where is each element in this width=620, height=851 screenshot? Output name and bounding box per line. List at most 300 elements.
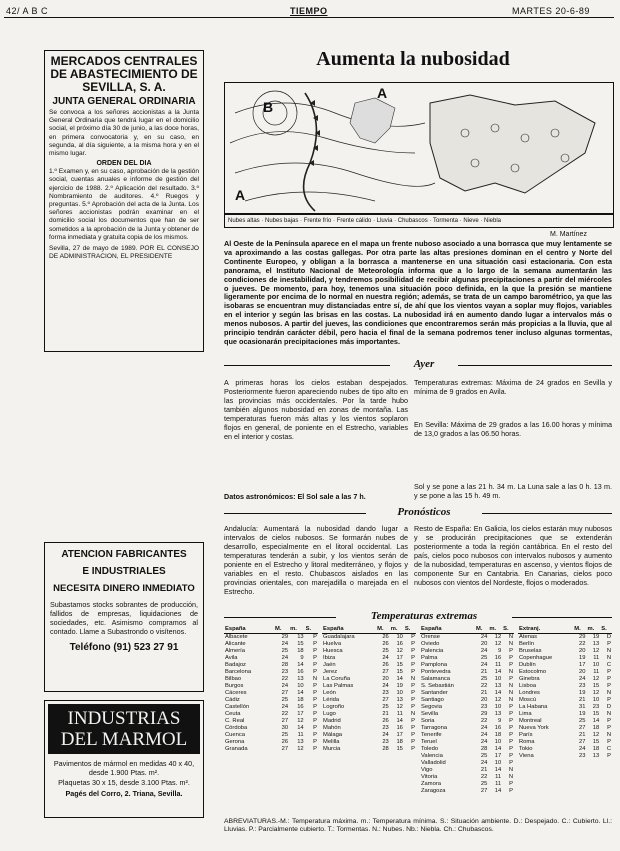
table-row [224,725,318,732]
max-temp: 23 [480,704,488,710]
situation: P [607,676,611,682]
situation: P [509,655,513,661]
max-temp: 25 [281,697,289,703]
min-temp: 11 [495,662,502,668]
max-temp: 25 [579,718,586,724]
table-row [322,669,416,676]
situation: P [607,725,611,731]
situation: N [606,655,611,661]
table-row [518,690,612,697]
city: Ginebra [519,676,540,682]
situation: P [313,697,317,703]
city: Lima [519,711,532,717]
min-temp: 12 [592,676,600,682]
city: Mahón [323,725,341,731]
table-row [322,683,416,690]
min-temp: 18 [494,732,502,738]
situation: P [411,690,415,696]
max-temp: 22 [480,718,488,724]
max-temp: 26 [382,718,389,724]
min-temp: 23 [592,704,600,710]
max-temp: 29 [579,634,586,640]
min-temp: 14 [396,718,403,724]
situation: P [313,711,317,717]
marmol-text1: Pavimentos de mármol en medidas 40 x 40, desde 1.900 Ptas. m². [53,759,195,777]
situation: P [313,648,317,654]
min-temp: 12 [494,697,502,703]
city: Lérida [323,697,340,703]
col-max: M. [573,626,586,634]
max-temp: 31 [579,704,586,710]
weather-map-figure [225,83,613,213]
max-temp: 24 [480,760,488,766]
city: S. Sebastián [421,683,454,689]
table-row [420,634,514,642]
max-temp: 23 [382,739,389,745]
min-temp: 16 [297,669,304,675]
situation: P [411,669,415,675]
situation: P [411,648,415,654]
atencion-ad [44,542,204,692]
min-temp: 16 [494,725,502,731]
situation: P [607,697,611,703]
max-temp: 24 [480,634,488,640]
situation: P [411,655,415,661]
city: Roma [519,739,535,745]
table-row [224,676,318,683]
max-temp: 24 [382,655,389,661]
table-row [518,704,612,711]
table-row [420,781,514,788]
pronosticos-resto: Resto de España: En Galicia, los cielos estarán muy nubosos y se producirán precipitaciones que se extenderán posteriormente a toda la región cantábrica. En el resto del país, cielos poco nubosos con intervalos nubosos y aumento de la nubosidad, temperaturas en ascenso, y vientos flojos de componente Sur en Cantabria. En Canarias, cielos poco nubosos con vientos del Nordeste, flojos o moderados. [414,524,612,587]
map-high-label-1: A [235,187,246,203]
city: Las Palmas [323,683,354,689]
min-temp: 11 [396,711,403,717]
max-temp: 26 [281,739,289,745]
situation: D [606,634,611,640]
situation: P [509,781,513,787]
table-row [518,746,612,753]
min-temp: 14 [396,676,403,682]
city: Guadalajara [323,634,355,640]
situation: P [313,690,317,696]
city: Málaga [323,732,343,738]
situation: P [509,676,513,682]
min-temp: 10 [592,662,600,668]
max-temp: 23 [382,690,389,696]
situation: N [312,676,317,682]
map-credit: M. Martínez [550,231,587,238]
max-temp: 22 [480,774,488,780]
city: Segovia [421,704,442,710]
temps-table-1 [224,626,318,753]
city: Avila [225,655,238,661]
temps-table-3 [420,626,514,795]
max-temp: 28 [480,746,488,752]
max-temp: 27 [579,725,586,731]
max-temp: 20 [382,676,389,682]
page-number: 42/ A B C [6,6,49,16]
city: La Habana [519,704,548,710]
min-temp: 17 [396,732,403,738]
min-temp: 14 [592,718,600,724]
situation: P [509,739,513,745]
max-temp: 25 [480,753,488,759]
min-temp: 18 [297,697,304,703]
min-temp: 12 [494,641,502,647]
extremas-title: Temperaturas extremas [336,610,512,622]
max-temp: 23 [579,683,586,689]
atencion-line2: E INDUSTRIALES [82,566,166,577]
situation: N [508,767,513,773]
city: Lugo [323,711,336,717]
situation: N [410,676,415,682]
min-temp: 12 [396,648,403,654]
table-row [224,669,318,676]
city: Cáceres [225,690,247,696]
table-row [420,704,514,711]
min-temp: 19 [396,683,403,689]
max-temp: 25 [480,655,488,661]
temps-table-4 [518,626,612,760]
table-row [322,676,416,683]
ayer-right-text1: Temperaturas extremas: Máxima de 24 grados en Sevilla y mínima de 9 grados en Avila. [414,378,612,396]
table-row [420,655,514,662]
city: Copenhague [519,655,553,661]
situation: P [509,704,513,710]
table-row [420,669,514,676]
table-row [224,697,318,704]
situation: P [411,732,415,738]
city: Sevilla [421,711,439,717]
max-temp: 21 [579,732,586,738]
min-temp: 14 [297,725,304,731]
min-temp: 15 [592,739,600,745]
city: Badajoz [225,662,246,668]
situation: P [411,641,415,647]
max-temp: 23 [382,725,389,731]
marmol-address: Pagés del Corro, 2. Triana, Sevilla. [65,789,183,798]
table-row [224,648,318,655]
min-temp: 10 [494,704,502,710]
max-temp: 27 [579,739,586,745]
min-temp: 13 [297,739,304,745]
table-row [224,711,318,718]
situation: N [508,697,513,703]
table-row [322,690,416,697]
table-row [518,732,612,739]
min-temp: 18 [396,739,403,745]
col-min: m. [488,626,502,634]
table-row [420,725,514,732]
min-temp: 13 [592,641,600,647]
table-row [322,662,416,669]
table-row [518,683,612,690]
ayer-right-text3: Sol y se pone a las 21 h. 34 m. La Luna sale a las 0 h. 13 m. y se pone a las 15 h. 49 m. [414,482,612,500]
max-temp: 24 [480,662,488,668]
min-temp: 13 [494,711,502,717]
pronosticos-andalucia: Andalucía: Aumentará la nubosidad dando lugar a intervalos de cielos nubosos. Se formarán nubes de desarrollo, especialmente en el litoral occidental. Las temperaturas tenderán a subir, y los vientos serán de poniente en el Estrecho y litoral mediterráneo, y flojos y variables en el resto. Chubascos aislados en las provincias orientales, con marejadilla o marejada en el Estrecho. [224,524,408,596]
min-temp: 15 [592,683,600,689]
table-row [420,718,514,725]
situation: P [509,788,513,794]
abreviaturas: ABREVIATURAS.-M.: Temperatura máxima. m.: Temperatura mínima. S.: Situación ambiente. D.: Despejado. C.: Cubierto. Ll.: Lluvias. P.: Parcialmente cubierto. T.: Tormentas. N.: Nubes. Nb.: Niebla. Ch.: Chubascos. [224,818,612,834]
min-temp: 10 [297,683,304,689]
col-min: m. [586,626,600,634]
col-sit: S. [404,626,416,634]
city: Albacete [225,634,248,640]
max-temp: 29 [480,711,488,717]
table-row [518,676,612,683]
max-temp: 27 [281,690,289,696]
min-temp: 14 [297,662,304,668]
situation: P [411,739,415,745]
city: Jerez [323,669,338,675]
header-rule [4,17,614,18]
table-row [322,641,416,648]
max-temp: 25 [281,732,289,738]
situation: P [509,648,513,654]
situation: P [411,746,415,752]
table-row [518,669,612,676]
table-row [322,634,416,642]
min-temp: 14 [494,788,502,794]
city: Dublín [519,662,536,668]
max-temp: 20 [579,648,586,654]
table-row [518,648,612,655]
max-temp: 26 [382,641,389,647]
situation: P [607,739,611,745]
max-temp: 27 [382,697,389,703]
table-row [322,732,416,739]
situation: C [606,662,611,668]
col-sit: S. [305,626,318,634]
min-temp: 12 [592,732,600,738]
table-row [420,760,514,767]
min-temp: 10 [592,697,600,703]
city: León [323,690,336,696]
max-temp: 22 [281,676,289,682]
max-temp: 24 [281,655,289,661]
table-row [518,711,612,718]
min-temp: 14 [494,746,502,752]
city: Palencia [421,648,444,654]
weather-body: Al Oeste de la Península aparece en el mapa un frente nuboso asociado a una borrasca que muy lentamente se va aproximando a las costas gallegas. Por otra parte las altas presiones dominan en el centro y Norte del Continente Europeo, y obligan a la borrasca a mantenerse en una situación casi estacionaria. Con esta panorama, el Instituto Nacional de Meteorología informa que a lo largo de la semana aumentarán las condiciones de inestabilidad, y tendremos posibilidad de recibir algunas precipitaciones a partir del miércoles o jueves. De momento, para hoy, tenemos una situación poco definida, en la que la presión se mantiene ligeramente por encima de lo normal en nuestra región; además, se trata de un campo barométrico, ya que las isobaras se encuentran muy distanciadas entre sí, de ahí que los vientos vayan a soplar muy flojos, variables en el interior y según las brisas en las costas. La nubosidad irá en aumento dando lugar a intervalos más o menos nubosos. A partir del jueves, las condiciones que encontraremos serán más propicias a la lluvia, que al principio tendrán carácter débil, pero hacia el final de la semana podremos tener incluso algunas tormentas, que ocasionarán precipitaciones más importantes. [224,239,612,346]
table-row [322,711,416,718]
min-temp: 11 [593,655,600,661]
max-temp: 26 [382,634,389,640]
table-row [420,641,514,648]
city: Barcelona [225,669,252,675]
situation: N [508,669,513,675]
city: Cádiz [225,697,240,703]
max-temp: 24 [382,732,389,738]
city: Bruselas [519,648,542,654]
table-row [420,746,514,753]
max-temp: 17 [579,662,586,668]
mercados-orden-text: 1.º Examen y, en su caso, aprobación de la gestión social, cuentas anuales e informe de gestión del ejercicio de 1988. 2.º Aplicación del resultado. 3.º Nombramiento de auditores. 4.º Ruegos y preguntas. 5.º Aprobación del acta de la Junta. Los señores accionistas podrán examinar en el domicilio social los documentos que han de ser sometidos a la aprobación de la Junta y obtener de forma inmediata y gratuita copia de los mismos. [49,168,199,241]
max-temp: 22 [480,683,488,689]
situation: P [509,725,513,731]
max-temp: 24 [281,641,289,647]
situation: N [508,690,513,696]
city: Granada [225,746,248,752]
max-temp: 26 [382,662,389,668]
max-temp: 25 [480,676,488,682]
city: Jaén [323,662,336,668]
situation: P [509,718,513,724]
min-temp: 13 [297,676,304,682]
table-row [322,725,416,732]
table-row [322,746,416,753]
max-temp: 25 [382,704,389,710]
col-head: España [322,626,376,634]
city: Pontevedra [421,669,451,675]
situation: P [607,669,611,675]
situation: N [508,641,513,647]
city: Córdoba [225,725,248,731]
min-temp: 15 [396,669,403,675]
min-temp: 12 [297,746,304,752]
situation: N [606,648,611,654]
table-row [420,739,514,746]
situation: P [313,683,317,689]
min-temp: 17 [494,753,502,759]
city: Ceuta [225,711,241,717]
situation: N [606,732,611,738]
situation: P [607,753,611,759]
min-temp: 9 [497,648,502,654]
city: C. Real [225,718,245,724]
table-row [224,718,318,725]
max-temp: 28 [382,746,389,752]
col-head: España [420,626,475,634]
min-temp: 14 [494,669,502,675]
min-temp: 12 [592,648,600,654]
table-row [420,697,514,704]
table-row [224,634,318,642]
min-temp: 18 [297,648,304,654]
map-low-label: B [263,99,274,115]
min-temp: 9 [300,655,304,661]
max-temp: 24 [480,739,488,745]
situation: N [508,683,513,689]
city: Murcia [323,746,341,752]
max-temp: 24 [480,725,488,731]
city: Logroño [323,704,345,710]
table-row [420,774,514,781]
col-max: M. [274,626,289,634]
situation: N [606,690,611,696]
col-max: M. [376,626,390,634]
situation: P [313,746,317,752]
extremas-col-1 [224,626,318,753]
max-temp: 21 [579,697,586,703]
table-row [518,739,612,746]
min-temp: 11 [593,669,600,675]
min-temp: 13 [297,634,304,640]
table-row [420,662,514,669]
city: Vitoria [421,774,438,780]
mercados-subtitle: JUNTA GENERAL ORDINARIA [52,96,196,107]
max-temp: 21 [480,669,488,675]
issue-date: MARTES 20-6-89 [512,6,590,16]
mercados-intro: Se convoca a los señores accionistas a la Junta General Ordinaria que tendrá lugar en el domicilio social, el próximo día 30 de junio, a las doce horas, en primera convocatoria y, en su caso, en segunda, al día siguiente, a la misma hora y en el mismo lugar. [49,109,199,158]
min-temp: 18 [592,746,600,752]
atencion-line1: ATENCION FABRICANTES [61,549,187,560]
max-temp: 24 [579,676,586,682]
marmol-line2: DEL MARMOL [60,729,188,750]
max-temp: 28 [281,662,289,668]
max-temp: 20 [480,641,488,647]
table-row [518,718,612,725]
max-temp: 19 [579,690,586,696]
city: Zamora [421,781,441,787]
situation: P [313,634,317,640]
max-temp: 25 [281,648,289,654]
table-row [518,697,612,704]
ayer-left-text: A primeras horas los cielos estaban despejados. Posteriormente fueron apareciendo nubes de tipo alto en las provincias más occidentales. Por la tarde hubo también algunos nubosidad en zonas de montaña. Las temperaturas fueron más altas y los vientos soplaron flojos en general, de poniente en el Estrecho, variables en el interior y costas. [224,378,408,441]
situation: P [313,739,317,745]
min-temp: 19 [592,634,600,640]
max-temp: 24 [579,746,586,752]
situation: P [607,683,611,689]
city: Valencia [421,753,443,759]
atencion-phone: Teléfono (91) 523 27 91 [69,642,179,653]
table-row [322,704,416,711]
city: Zaragoza [421,788,446,794]
min-temp: 10 [396,634,403,640]
situation: N [606,711,611,717]
city: Orense [421,634,441,640]
table-row [420,676,514,683]
max-temp: 22 [579,641,586,647]
max-temp: 27 [281,746,289,752]
table-row [518,641,612,648]
max-temp: 21 [480,767,488,773]
max-temp: 21 [382,711,389,717]
min-temp: 14 [494,690,502,696]
section-title: TIEMPO [290,6,328,16]
max-temp: 19 [579,655,586,661]
max-temp: 24 [281,704,289,710]
city: Estocolmo [519,669,547,675]
situation: P [411,704,415,710]
col-head: España [224,626,274,634]
city: Soria [421,718,435,724]
situation: P [509,746,513,752]
min-temp: 15 [396,746,403,752]
situation: P [411,683,415,689]
min-temp: 13 [494,683,502,689]
max-temp: 25 [382,648,389,654]
map-high-label-2: A [377,85,388,101]
table-row [518,634,612,642]
atencion-line3: NECESITA DINERO INMEDIATO [53,583,195,594]
max-temp: 20 [579,669,586,675]
max-temp: 27 [281,718,289,724]
situation: P [411,718,415,724]
map-legend: Nubes altas · Nubes bajas · Frente frío · Frente cálido · Lluvia · Chubascos · Tormenta · Nieve · Niebla [224,214,614,228]
min-temp: 10 [396,690,403,696]
min-temp: 9 [497,718,502,724]
min-temp: 11 [495,781,502,787]
table-row [322,655,416,662]
min-temp: 12 [396,704,403,710]
table-row [420,648,514,655]
situation: P [607,718,611,724]
min-temp: 14 [297,690,304,696]
